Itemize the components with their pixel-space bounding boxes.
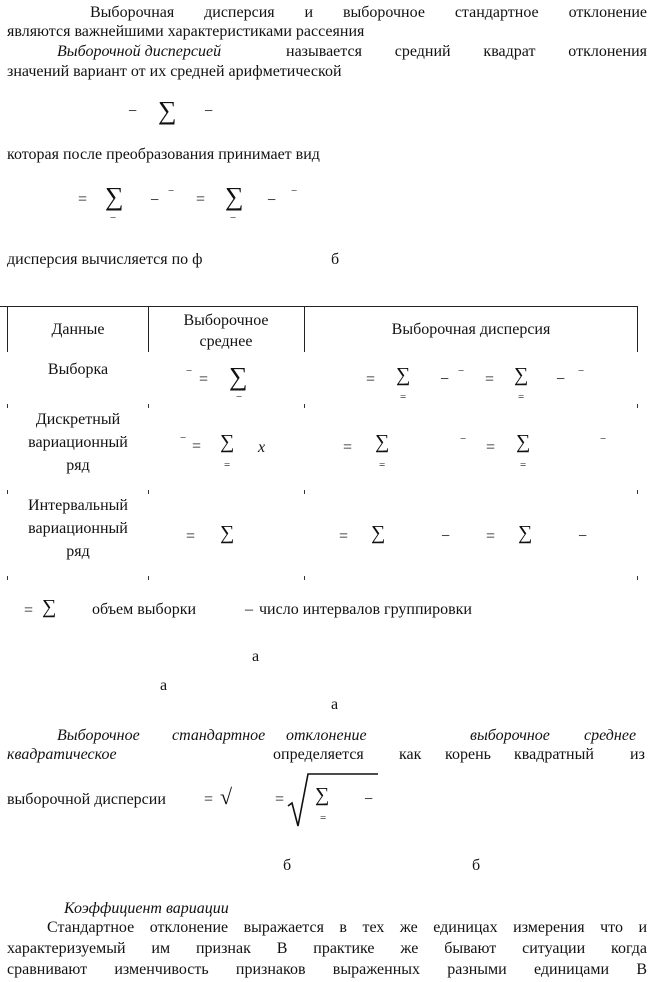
row-label-interval: [8, 494, 148, 563]
dispersion-text: дисперсия вычисляется по ф: [7, 251, 203, 268]
row2-label-line-2: вариационный: [28, 434, 128, 451]
row3-var-sigma1: ∑: [371, 522, 386, 544]
row2-var-sup2: −: [600, 433, 607, 445]
row2-mean-bar: −: [180, 432, 187, 444]
row1-mean-bar: −: [186, 365, 193, 377]
definition-term: Выборочной дисперсией: [57, 43, 222, 60]
row1-var-minus2: −: [556, 371, 566, 388]
formula3-minus: −: [364, 791, 374, 808]
letter-b-2: б: [472, 857, 481, 874]
definition-line-2: значений вариант от их средней арифметической: [7, 63, 342, 80]
row2-var-sigma1: ∑: [375, 431, 390, 453]
variation-line-3: сравнивают изменчивость признаков выраженных разными единицами В: [7, 961, 647, 978]
row1-var-eq2: =: [485, 371, 495, 388]
std-text-4: квадратный: [514, 746, 594, 763]
table-header-variance: Выборочная дисперсия: [391, 321, 551, 338]
formula2-minus-2: −: [267, 192, 277, 209]
row3-label-line-1: Интервальный: [28, 497, 128, 514]
formula2-minus-1: −: [150, 192, 160, 209]
row2-var-eq2: =: [486, 439, 496, 456]
formula2-sigma-1: ∑: [105, 182, 124, 211]
row3-mean-eq: =: [186, 528, 196, 545]
std-text-1: определяется: [273, 746, 364, 763]
row2-var-eq1: =: [343, 439, 353, 456]
formula2-eq-2: =: [196, 191, 206, 208]
row2-label-line-3: ряд: [66, 457, 90, 474]
row2-mean-sub: =: [224, 459, 231, 471]
table-header-mean: Выборочное среднее: [183, 312, 269, 350]
row1-var-sup2: −: [578, 365, 585, 377]
row1-var-sigma2: ∑: [514, 364, 529, 386]
std-word-1: Выборочное: [57, 727, 140, 744]
row2-mean-sigma: ∑: [220, 431, 235, 453]
row1-mean-eq: =: [199, 371, 209, 388]
letter-b-1: б: [283, 857, 292, 874]
letter-a-3: а: [331, 696, 339, 713]
variation-heading: Коэффициент вариации: [64, 900, 229, 917]
variation-line-1: Стандартное отклонение выражается в тех же единицах измерения что и: [47, 919, 647, 936]
formula2-sub-2: −: [230, 212, 237, 224]
formula2-sigma-2: ∑: [225, 182, 244, 211]
formula1-minus-b: −: [204, 103, 214, 120]
formula2-eq-1: =: [78, 191, 88, 208]
formula2-sup-1: −: [168, 185, 175, 197]
formula2-sup-2: −: [291, 185, 298, 197]
dispersion-letter-b: б: [331, 251, 340, 268]
row3-var-eq1: =: [339, 528, 349, 545]
row3-mean-sigma: ∑: [220, 522, 235, 544]
formula1-minus-a: −: [128, 103, 138, 120]
row2-var-sub1: =: [379, 459, 386, 471]
footnote-text-1: объем выборки: [92, 601, 197, 618]
letter-a-1: а: [252, 648, 260, 665]
formula3-sub: =: [320, 812, 327, 824]
definition-text: называется средний квадрат отклонения: [286, 43, 647, 60]
std-word-3: отклонение: [286, 727, 367, 744]
row3-label-line-3: ряд: [66, 543, 90, 560]
variation-line-2: характеризуемый им признак В практике же бывают ситуации когда: [7, 940, 647, 957]
row-label-sample: Выборка: [47, 361, 109, 378]
row2-var-sigma2: ∑: [516, 431, 531, 453]
footnote-eq: =: [24, 602, 34, 619]
std-text-5: из: [630, 746, 645, 763]
std-text-3: корень: [445, 746, 491, 763]
row1-var-minus1: −: [440, 371, 450, 388]
table-header-data: Данные: [51, 321, 105, 338]
row3-var-minus1: −: [441, 528, 451, 545]
row-label-discrete: [8, 408, 148, 477]
row2-label-line-1: Дискретный: [35, 411, 121, 428]
formula1-sigma: ∑: [158, 96, 177, 125]
intro-line-2: являются важнейшими характеристиками рассеяния: [7, 23, 365, 40]
row2-var-sup1: −: [460, 433, 467, 445]
row1-var-sigma1: ∑: [396, 364, 411, 386]
std-text-2: как: [399, 746, 422, 763]
formula3-eq-1: =: [204, 791, 214, 808]
formula3-sqrt-small: √: [220, 784, 233, 809]
std-word-4: выборочное: [470, 727, 550, 744]
row2-mean-x: x: [258, 439, 266, 456]
row3-var-sigma2: ∑: [518, 522, 533, 544]
row3-label-line-2: вариационный: [28, 520, 128, 537]
row1-mean-sigma: ∑: [229, 362, 248, 391]
footnote-text-2: число интервалов группировки: [259, 601, 472, 618]
row3-var-eq2: =: [486, 528, 496, 545]
footnote-dash: –: [245, 601, 253, 618]
formula2-sub-1: −: [110, 212, 117, 224]
std-word-6: квадратическое: [7, 746, 117, 763]
std-word-5: среднее: [584, 727, 637, 744]
row2-mean-eq: =: [192, 438, 202, 455]
row3-var-minus2: −: [578, 528, 588, 545]
formula3-sigma: ∑: [315, 784, 330, 806]
formula3-eq-2: =: [275, 791, 285, 808]
row1-mean-sub: −: [236, 391, 243, 403]
row1-var-sub1: =: [400, 391, 407, 403]
footnote-sigma: ∑: [42, 596, 57, 618]
std-line-3: выборочной дисперсии: [7, 791, 166, 808]
row1-var-sup1: −: [458, 365, 465, 377]
intro-line-1: Выборочная дисперсия и выборочное стандартное отклонение: [90, 4, 647, 21]
row1-var-sub2: =: [518, 391, 525, 403]
std-word-2: стандартное: [172, 727, 266, 744]
row2-var-sub2: =: [520, 459, 527, 471]
letter-a-2: а: [160, 677, 168, 694]
row1-var-eq1: =: [366, 371, 376, 388]
transform-text: которая после преобразования принимает вид: [7, 146, 320, 163]
